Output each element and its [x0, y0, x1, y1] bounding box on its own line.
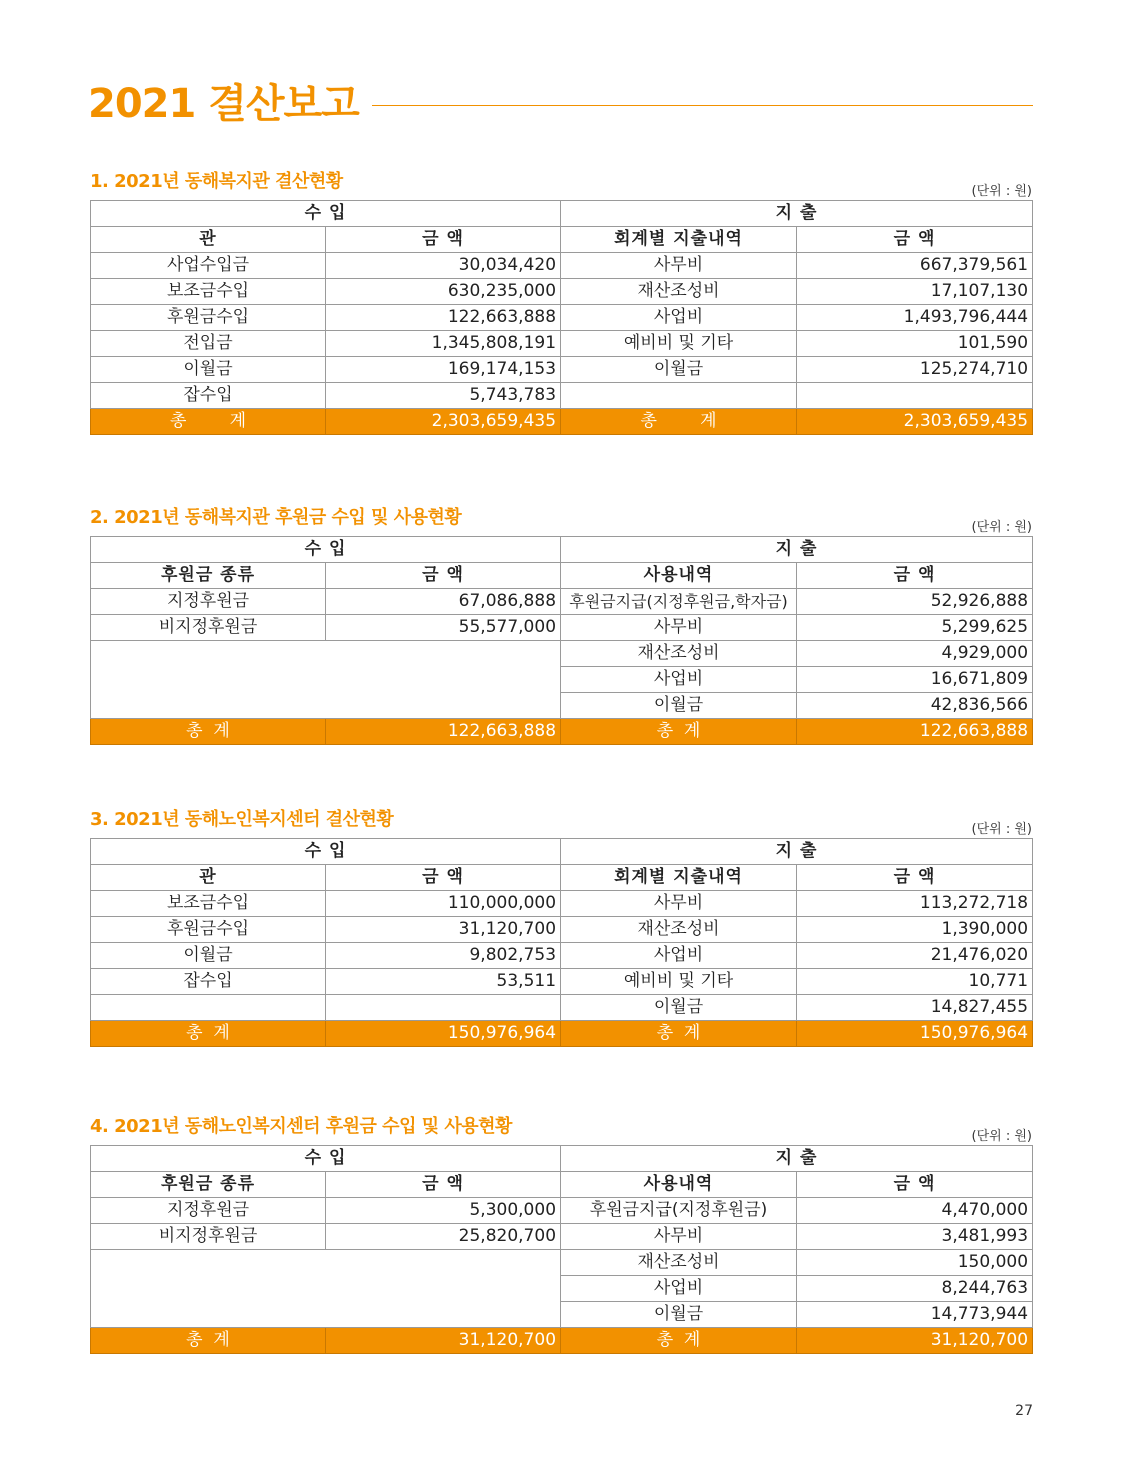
expense-item: 이월금 [561, 1302, 797, 1328]
expense-amount: 21,476,020 [797, 943, 1033, 969]
income-amount: 1,345,808,191 [326, 331, 561, 357]
table-row [91, 331, 1033, 357]
table-row [91, 1198, 1033, 1224]
expense-amount: 667,379,561 [797, 253, 1033, 279]
income-amount: 25,820,700 [326, 1224, 561, 1250]
expense-item: 사무비 [561, 615, 797, 641]
left-item-header: 관 [91, 865, 326, 891]
right-amount-header: 금 액 [797, 1172, 1033, 1198]
unit-label: (단위 : 원) [971, 184, 1032, 199]
expense-amount: 8,244,763 [797, 1276, 1033, 1302]
unit-label: (단위 : 원) [971, 520, 1032, 535]
income-item: 후원금수입 [91, 305, 326, 331]
right-item-header: 회계별 지출내역 [561, 865, 797, 891]
left-amount-header: 금 액 [326, 563, 561, 589]
expense-item: 사업비 [561, 943, 797, 969]
expense-amount: 10,771 [797, 969, 1033, 995]
unit-label: (단위 : 원) [971, 1129, 1032, 1144]
expense-total-amount: 2,303,659,435 [797, 409, 1033, 435]
expense-item: 사업비 [561, 667, 797, 693]
expense-amount: 5,299,625 [797, 615, 1033, 641]
income-header: 수 입 [91, 839, 561, 865]
expense-amount: 16,671,809 [797, 667, 1033, 693]
income-amount: 9,802,753 [326, 943, 561, 969]
settlement-table [90, 838, 1033, 1047]
settlement-table [90, 200, 1033, 435]
income-amount: 122,663,888 [326, 305, 561, 331]
table-row [91, 943, 1033, 969]
income-header: 수 입 [91, 201, 561, 227]
expense-header: 지 출 [561, 201, 1033, 227]
expense-item: 예비비 및 기타 [561, 969, 797, 995]
expense-item: 후원금지급(지정후원금,학자금) [561, 589, 797, 615]
income-item: 후원금수입 [91, 917, 326, 943]
expense-amount: 14,827,455 [797, 995, 1033, 1021]
expense-item: 이월금 [561, 357, 797, 383]
expense-item: 재산조성비 [561, 641, 797, 667]
income-amount: 30,034,420 [326, 253, 561, 279]
right-item-header: 회계별 지출내역 [561, 227, 797, 253]
table-header-row [91, 839, 1033, 865]
income-item: 보조금수입 [91, 891, 326, 917]
expense-total-amount: 122,663,888 [797, 719, 1033, 745]
expense-header: 지 출 [561, 1146, 1033, 1172]
income-total-label: 총 계 [91, 1328, 326, 1354]
table-row [91, 383, 1033, 409]
income-amount: 67,086,888 [326, 589, 561, 615]
expense-item: 사무비 [561, 1224, 797, 1250]
right-amount-header: 금 액 [797, 227, 1033, 253]
income-header: 수 입 [91, 537, 561, 563]
left-amount-header: 금 액 [326, 227, 561, 253]
title-rule [372, 105, 1033, 106]
expense-amount: 42,836,566 [797, 693, 1033, 719]
expense-amount: 4,929,000 [797, 641, 1033, 667]
right-amount-header: 금 액 [797, 563, 1033, 589]
income-item: 이월금 [91, 943, 326, 969]
expense-amount: 3,481,993 [797, 1224, 1033, 1250]
income-amount: 5,743,783 [326, 383, 561, 409]
income-amount: 31,120,700 [326, 917, 561, 943]
table-row [91, 253, 1033, 279]
income-item: 잡수입 [91, 969, 326, 995]
expense-amount: 1,390,000 [797, 917, 1033, 943]
left-item-header: 후원금 종류 [91, 563, 326, 589]
table-row [91, 969, 1033, 995]
expense-amount: 4,470,000 [797, 1198, 1033, 1224]
expense-item: 사무비 [561, 891, 797, 917]
table-header-row [91, 1146, 1033, 1172]
left-amount-header: 금 액 [326, 1172, 561, 1198]
income-amount: 169,174,153 [326, 357, 561, 383]
table-row [91, 357, 1033, 383]
expense-item: 사업비 [561, 305, 797, 331]
table-header-row [91, 201, 1033, 227]
table-row [91, 305, 1033, 331]
income-amount [326, 995, 561, 1021]
table-row [91, 1224, 1033, 1250]
table-subheader-row [91, 227, 1033, 253]
page-number: 27 [1015, 1403, 1033, 1419]
expense-item: 후원금지급(지정후원금) [561, 1198, 797, 1224]
table-row [91, 891, 1033, 917]
table-header-row [91, 537, 1033, 563]
expense-total-label: 총 계 [561, 409, 797, 435]
left-amount-header: 금 액 [326, 865, 561, 891]
table-row [91, 641, 1033, 667]
expense-item: 재산조성비 [561, 279, 797, 305]
expense-amount: 101,590 [797, 331, 1033, 357]
total-row [91, 409, 1033, 435]
page-title: 2021 결산보고 [88, 81, 359, 127]
section-title: 3. 2021년 동해노인복지센터 결산현황 [90, 809, 394, 830]
table-row [91, 917, 1033, 943]
expense-amount: 150,000 [797, 1250, 1033, 1276]
income-amount: 5,300,000 [326, 1198, 561, 1224]
left-item-header: 후원금 종류 [91, 1172, 326, 1198]
expense-total-label: 총 계 [561, 1328, 797, 1354]
right-amount-header: 금 액 [797, 865, 1033, 891]
income-amount: 110,000,000 [326, 891, 561, 917]
table-row [91, 995, 1033, 1021]
empty-income-cell [91, 1250, 561, 1328]
expense-item: 사업비 [561, 1276, 797, 1302]
table-subheader-row [91, 563, 1033, 589]
income-item: 비지정후원금 [91, 1224, 326, 1250]
income-item: 지정후원금 [91, 1198, 326, 1224]
expense-item: 예비비 및 기타 [561, 331, 797, 357]
income-item [91, 995, 326, 1021]
expense-item: 재산조성비 [561, 1250, 797, 1276]
income-item: 비지정후원금 [91, 615, 326, 641]
section-title: 1. 2021년 동해복지관 결산현황 [90, 171, 343, 192]
income-amount: 53,511 [326, 969, 561, 995]
expense-item [561, 383, 797, 409]
expense-amount: 14,773,944 [797, 1302, 1033, 1328]
table-subheader-row [91, 1172, 1033, 1198]
expense-item: 재산조성비 [561, 917, 797, 943]
table-row [91, 615, 1033, 641]
expense-header: 지 출 [561, 839, 1033, 865]
donation-table [90, 536, 1033, 745]
table-row [91, 589, 1033, 615]
income-item: 전입금 [91, 331, 326, 357]
income-total-amount: 31,120,700 [326, 1328, 561, 1354]
income-total-label: 총 계 [91, 719, 326, 745]
expense-total-label: 총 계 [561, 719, 797, 745]
expense-item: 이월금 [561, 995, 797, 1021]
expense-total-amount: 31,120,700 [797, 1328, 1033, 1354]
total-row [91, 1021, 1033, 1047]
expense-amount: 125,274,710 [797, 357, 1033, 383]
table-row [91, 1250, 1033, 1276]
expense-amount [797, 383, 1033, 409]
right-item-header: 사용내역 [561, 1172, 797, 1198]
income-total-label: 총 계 [91, 1021, 326, 1047]
income-total-amount: 2,303,659,435 [326, 409, 561, 435]
right-item-header: 사용내역 [561, 563, 797, 589]
section-title: 2. 2021년 동해복지관 후원금 수입 및 사용현황 [90, 507, 462, 528]
donation-table [90, 1145, 1033, 1354]
table-subheader-row [91, 865, 1033, 891]
income-item: 잡수입 [91, 383, 326, 409]
income-item: 지정후원금 [91, 589, 326, 615]
income-item: 이월금 [91, 357, 326, 383]
expense-amount: 1,493,796,444 [797, 305, 1033, 331]
income-amount: 630,235,000 [326, 279, 561, 305]
expense-header: 지 출 [561, 537, 1033, 563]
empty-income-cell [91, 641, 561, 719]
income-total-label: 총 계 [91, 409, 326, 435]
income-item: 보조금수입 [91, 279, 326, 305]
expense-item: 이월금 [561, 693, 797, 719]
expense-item: 사무비 [561, 253, 797, 279]
expense-amount: 17,107,130 [797, 279, 1033, 305]
table-row [91, 279, 1033, 305]
income-amount: 55,577,000 [326, 615, 561, 641]
expense-amount: 113,272,718 [797, 891, 1033, 917]
expense-total-label: 총 계 [561, 1021, 797, 1047]
total-row [91, 719, 1033, 745]
total-row [91, 1328, 1033, 1354]
income-item: 사업수입금 [91, 253, 326, 279]
income-total-amount: 150,976,964 [326, 1021, 561, 1047]
left-item-header: 관 [91, 227, 326, 253]
income-total-amount: 122,663,888 [326, 719, 561, 745]
section-title: 4. 2021년 동해노인복지센터 후원금 수입 및 사용현황 [90, 1116, 512, 1137]
expense-total-amount: 150,976,964 [797, 1021, 1033, 1047]
expense-amount: 52,926,888 [797, 589, 1033, 615]
unit-label: (단위 : 원) [971, 822, 1032, 837]
income-header: 수 입 [91, 1146, 561, 1172]
